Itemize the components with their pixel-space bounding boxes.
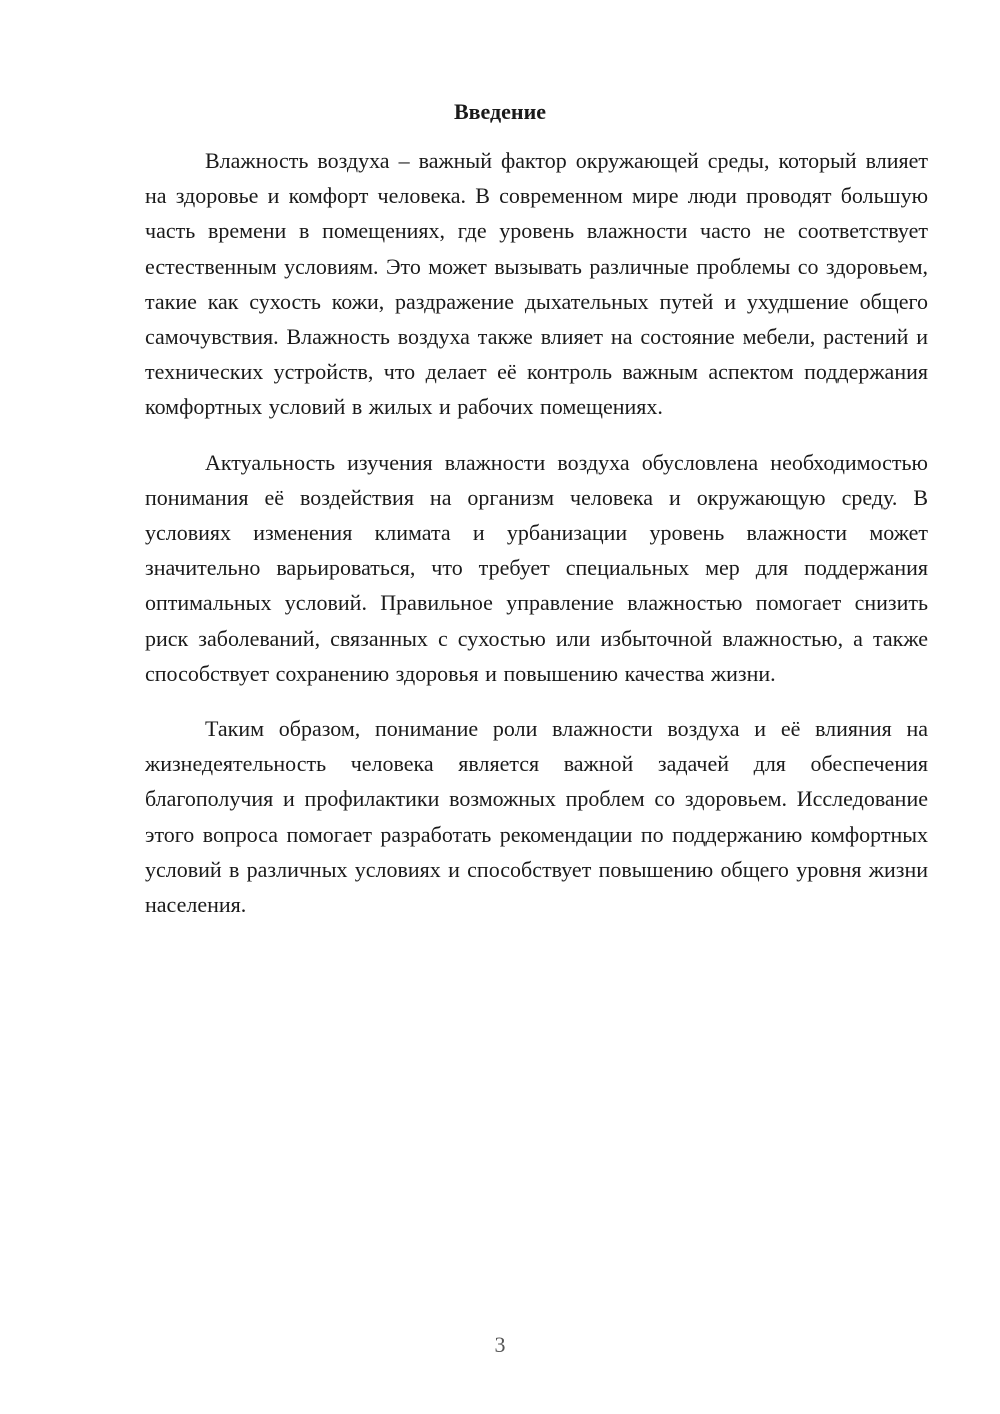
section-heading: Введение <box>453 99 547 124</box>
page-number: 3 <box>494 1332 506 1357</box>
paragraph-2: Актуальность изучения влажности воздуха обусловлена необходимостью понимания её воздействия на организм человека и окружающую среду. В условиях изменения климата и урбанизации уровень влажности может значительно варьироваться, что требует специальных мер для поддержания оптимальных условий. Правильное управление влажностью помогает снизить риск заболеваний, связанных с сухостью или избыточной влажностью, а также способствует сохранению здоровья и повышению качества жизни. <box>145 449 928 686</box>
paragraph-1: Влажность воздуха – важный фактор окружающей среды, который влияет на здоровье и комфорт человека. В современном мире люди проводят большую часть времени в помещениях, где уровень влажности часто не соответствует естественным условиям. Это может вызывать различные проблемы со здоровьем, такие как сухость кожи, раздражение дыхательных путей и ухудшение общего самочувствия. Влажность воздуха также влияет на состояние мебели, растений и технических устройств, что делает её контроль важным аспектом поддержания комфортных условий в жилых и рабочих помещениях. <box>145 148 928 420</box>
paragraph-3: Таким образом, понимание роли влажности воздуха и её влияния на жизнедеятельность человека является важной задачей для обеспечения благополучия и профилактики возможных проблем со здоровьем. Исследование этого вопроса помогает разработать рекомендации по поддержанию комфортных условий в различных условиях и способствует повышению общего уровня жизни населения. <box>145 716 928 918</box>
body-text <box>145 143 928 942</box>
